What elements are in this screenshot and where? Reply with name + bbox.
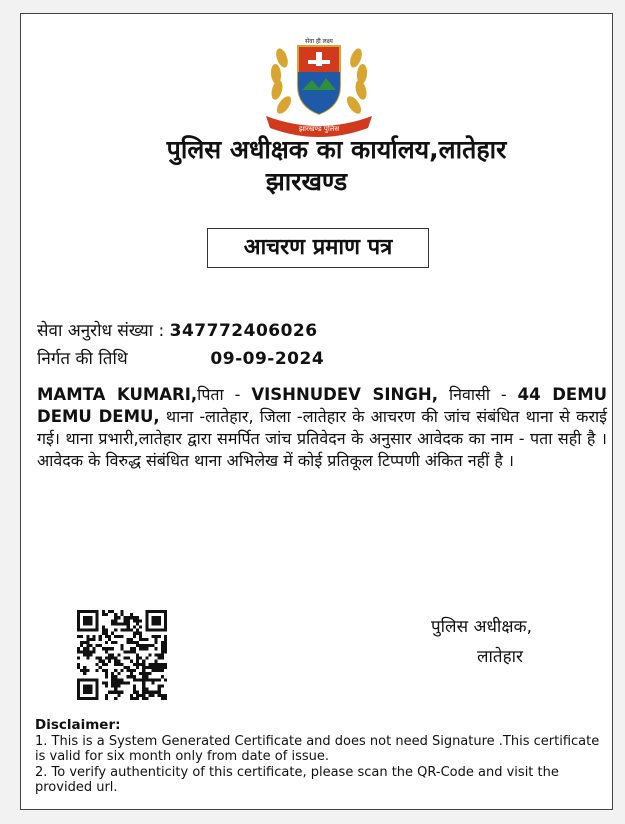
qr-code[interactable] — [77, 610, 167, 700]
issue-date-label: निर्गत की तिथि — [37, 349, 128, 369]
state-title: झारखण्ड — [265, 167, 348, 196]
applicant-address: 44 DEMU DEMU DEMU, — [37, 385, 608, 426]
father-label: पिता - — [197, 385, 252, 404]
jharkhand-police-emblem — [258, 28, 380, 140]
certificate-title: आचरण प्रमाण पत्र — [207, 228, 429, 268]
emblem-motto: सेवा ही लक्ष्य — [305, 38, 333, 45]
disclaimer-heading: Disclaimer: — [35, 717, 121, 733]
disclaimer — [35, 718, 605, 796]
father-name: VISHNUDEV SINGH, — [251, 385, 438, 404]
applicant-name: MAMTA KUMARI, — [37, 385, 198, 404]
emblem-ribbon-text: झारखण्ड पुलिस — [298, 125, 340, 133]
certificate-page — [20, 13, 613, 810]
disclaimer-item: 2. To verify authenticity of this certificate, please scan the QR-Code and visit the provided url. — [35, 764, 559, 795]
certificate-body — [37, 384, 607, 472]
signatory-place: लातेहार — [477, 647, 524, 667]
issue-date-value: 09-09-2024 — [210, 349, 325, 369]
body-paragraph: थाना -लातेहार, जिला -लातेहार के आचरण की जांच संबंधित थाना से कराई गई। थाना प्रभारी,लातेहार द्वारा समर्पित जांच प्रतिवेदन के अनुसार आवेदक का नाम - पता सही है । आवेदक के विरुद्ध संबंधित थाना अभिलेख में कोई प्रतिकूल टिप्पणी अंकित नहीं है । — [37, 407, 607, 470]
office-title: पुलिस अधीक्षक का कार्यालय,लातेहार — [166, 135, 507, 164]
resident-label: निवासी - — [437, 385, 518, 404]
request-number-row — [37, 320, 318, 342]
issue-date-row — [37, 348, 324, 370]
request-number-value: 347772406026 — [169, 321, 318, 341]
request-number-label: सेवा अनुरोध संख्या : — [37, 321, 165, 341]
signature-block — [431, 612, 532, 672]
signatory-designation: पुलिस अधीक्षक, — [431, 617, 532, 637]
disclaimer-item: 1. This is a System Generated Certificate and does not need Signature .This certificate is valid for six month only from date of issue. — [35, 733, 600, 764]
